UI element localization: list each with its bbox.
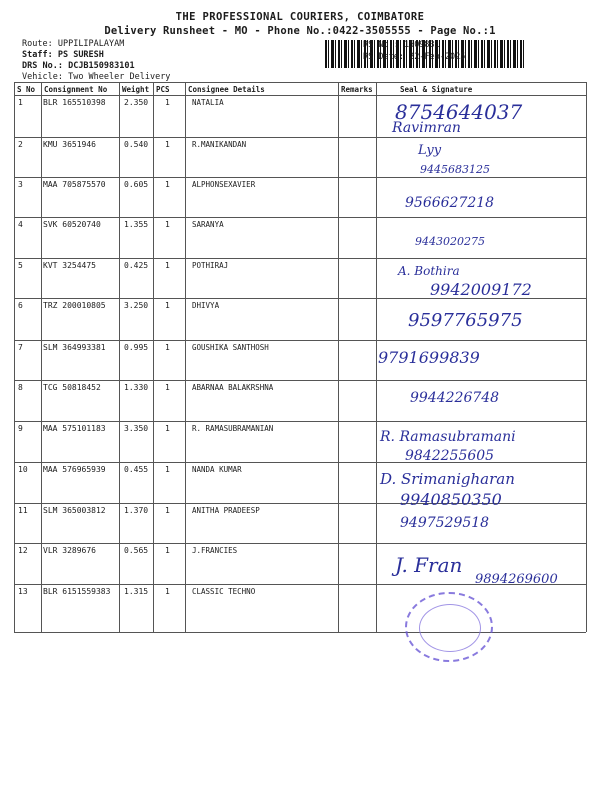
row-divider	[14, 95, 586, 96]
consignee-name: R.MANIKANDAN	[192, 140, 247, 149]
row-divider	[14, 380, 586, 381]
serial-number: 12	[18, 546, 28, 555]
column-divider	[338, 82, 339, 632]
consignment-number: MAA 575101183	[43, 424, 106, 433]
row-divider	[14, 82, 586, 83]
consignee-name: SARANYA	[192, 220, 224, 229]
consignee-name: NATALIA	[192, 98, 224, 107]
consignee-name: NANDA KUMAR	[192, 465, 242, 474]
pieces-count: 1	[165, 301, 170, 310]
consignee-name: ANITHA PRADEESP	[192, 506, 260, 515]
consignee-name: POTHIRAJ	[192, 261, 229, 270]
weight-value: 0.605	[124, 180, 149, 189]
signature-phone: 9942009172	[430, 280, 532, 299]
signature-text: A. Bothira	[398, 264, 460, 278]
weight-value: 0.455	[124, 465, 149, 474]
signature-text: 8754644037	[395, 100, 523, 124]
serial-number: 8	[18, 383, 23, 392]
weight-value: 1.370	[124, 506, 149, 515]
consignee-name: R. RAMASUBRAMANIAN	[192, 424, 274, 433]
consignment-number: VLR 3289676	[43, 546, 96, 555]
serial-number: 1	[18, 98, 23, 107]
signature-phone: 9894269600	[475, 572, 558, 587]
pieces-count: 1	[165, 220, 170, 229]
serial-number: 7	[18, 343, 23, 352]
runsheet-title: Delivery Runsheet - MO - Phone No.:0422-3505555 - Page No.:1	[104, 25, 496, 37]
seal-stamp	[405, 592, 493, 662]
consignment-number: SLM 364993381	[43, 343, 106, 352]
serial-number: 9	[18, 424, 23, 433]
row-divider	[14, 543, 586, 544]
rs-date: RS Date: 22-Feb-2025	[363, 52, 466, 62]
pieces-count: 1	[165, 343, 170, 352]
pieces-count: 1	[165, 424, 170, 433]
pieces-count: 1	[165, 506, 170, 515]
row-divider	[14, 137, 586, 138]
signature-phone: 9445683125	[420, 163, 490, 176]
staff-info: Staff: PS SURESH	[22, 50, 104, 60]
signature-text: 9944226748	[410, 390, 500, 406]
column-divider	[185, 82, 186, 632]
signature-text: D. Srimanigharan	[380, 470, 515, 488]
pieces-count: 1	[165, 261, 170, 270]
drs-info: DRS No.: DCJB150983101	[22, 61, 135, 71]
pieces-count: 1	[165, 98, 170, 107]
column-divider	[14, 82, 15, 632]
serial-number: 4	[18, 220, 23, 229]
pieces-count: 1	[165, 587, 170, 596]
row-divider	[14, 421, 586, 422]
weight-value: 3.250	[124, 301, 149, 310]
consignee-name: DHIVYA	[192, 301, 220, 310]
consignee-name: ALPHONSEXAVIER	[192, 180, 256, 189]
signature-text: 9497529518	[400, 515, 490, 531]
row-divider	[14, 217, 586, 218]
signature-text: J. Fran	[395, 553, 463, 577]
pieces-count: 1	[165, 383, 170, 392]
serial-number: 5	[18, 261, 23, 270]
signature-text: 9566627218	[405, 195, 495, 211]
weight-value: 0.425	[124, 261, 149, 270]
signature-text: 9791699839	[378, 348, 480, 367]
consignment-number: MAA 576965939	[43, 465, 106, 474]
signature-text: Lyy	[418, 143, 442, 158]
vehicle-info: Vehicle: Two Wheeler Delivery	[22, 72, 171, 82]
row-divider	[14, 258, 586, 259]
consignee-name: J.FRANCIES	[192, 546, 238, 555]
weight-value: 0.995	[124, 343, 149, 352]
weight-header: Weight	[122, 85, 150, 94]
signature-text: 9597765975	[408, 310, 523, 331]
weight-value: 1.330	[124, 383, 149, 392]
weight-value: 0.565	[124, 546, 149, 555]
weight-value: 0.540	[124, 140, 149, 149]
row-divider	[14, 340, 586, 341]
consignment-number: KMU 3651946	[43, 140, 96, 149]
sno-header: S No	[17, 85, 36, 94]
serial-number: 3	[18, 180, 23, 189]
serial-number: 6	[18, 301, 23, 310]
pieces-count: 1	[165, 465, 170, 474]
row-divider	[14, 632, 586, 633]
company-title: THE PROFESSIONAL COURIERS, COIMBATORE	[175, 11, 425, 23]
row-divider	[14, 177, 586, 178]
serial-number: 11	[18, 506, 28, 515]
pieces-count: 1	[165, 546, 170, 555]
route-info: Route: UPPILIPALAYAM	[22, 39, 125, 49]
serial-number: 13	[18, 587, 28, 596]
remarks-header: Remarks	[341, 85, 373, 94]
signature-text: R. Ramasubramani	[380, 429, 516, 445]
consignment-number: TRZ 200010805	[43, 301, 106, 310]
weight-value: 3.350	[124, 424, 149, 433]
signature-header: Seal & Signature	[400, 85, 473, 94]
consignment-number: BLR 6151559383	[43, 587, 111, 596]
serial-number: 2	[18, 140, 23, 149]
pieces-count: 1	[165, 140, 170, 149]
weight-value: 1.315	[124, 587, 149, 596]
column-divider	[586, 82, 587, 632]
column-divider	[376, 82, 377, 632]
pieces-count: 1	[165, 180, 170, 189]
consignee-name: ABARNAA BALAKRSHNA	[192, 383, 274, 392]
column-divider	[119, 82, 120, 632]
weight-value: 1.355	[124, 220, 149, 229]
consignment-number: SVK 60520740	[43, 220, 101, 229]
column-divider	[41, 82, 42, 632]
consignment-header: Consignment No	[44, 85, 108, 94]
consignee-name: GOUSHIKA SANTHOSH	[192, 343, 269, 352]
signature-phone: 9842255605	[405, 448, 495, 464]
consignment-number: TCG 50818452	[43, 383, 101, 392]
consignment-number: SLM 365003812	[43, 506, 106, 515]
column-divider	[153, 82, 154, 632]
consignment-number: MAA 705875570	[43, 180, 106, 189]
serial-number: 10	[18, 465, 28, 474]
consignment-number: KVT 3254475	[43, 261, 96, 270]
consignee-header: Consignee Details	[188, 85, 265, 94]
pcs-header: PCS	[156, 85, 170, 94]
consignment-number: BLR 165510398	[43, 98, 106, 107]
signature-phone: 9940850350	[400, 490, 502, 509]
consignee-name: CLASSIC TECHNO	[192, 587, 256, 596]
signature-text: 9443020275	[415, 235, 485, 248]
rs-number: RS No.: 1509831	[363, 40, 440, 50]
weight-value: 2.350	[124, 98, 149, 107]
row-divider	[14, 462, 586, 463]
signature-phone: Ravimran	[392, 120, 461, 136]
